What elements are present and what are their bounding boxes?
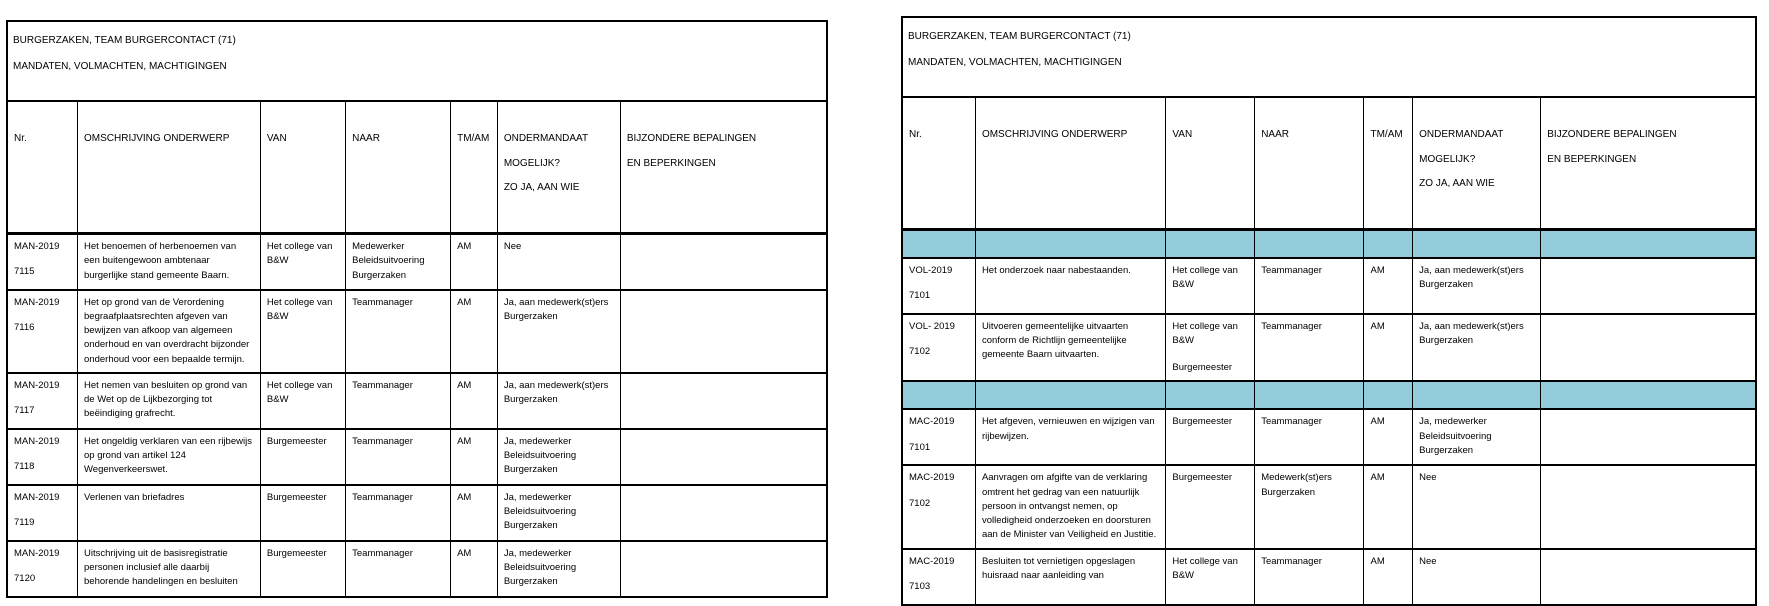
document-page-left (6, 20, 828, 598)
table-row (7, 373, 827, 429)
nr-code: MAC-2019 (909, 555, 955, 567)
table-row (7, 485, 827, 541)
omschrijving-cell: Het nemen van besluiten op grond van de Wet op de Lijkbezorging tot beëindiging grafrecht. (78, 373, 261, 429)
nr-code: MAN-2019 (14, 296, 60, 308)
tmam-cell: AM (1364, 314, 1413, 382)
table-subtitle: MANDATEN, VOLMACHTEN, MACHTIGINGEN (908, 57, 1122, 68)
col-header-bijzonder: BIJZONDERE BEPALINGEN EN BEPERKINGEN (620, 101, 827, 234)
highlight-row (902, 381, 1756, 409)
omschrijving-cell: Het op grond van de Verordening begraafplaatsrechten afgeven van bewijzen van afkoop van algemeen onderhoud en van overdracht bijzonder onderhoud voor een bepaalde termijn. (78, 290, 261, 373)
bijzonder-cell (1541, 549, 1756, 605)
nr-code: VOL- 2019 (909, 320, 955, 332)
omschrijving-cell: Besluiten tot vernietigen opgeslagen huisraad naar aanleiding van (975, 549, 1165, 605)
title-row (7, 21, 827, 101)
bijzonder-cell (1541, 314, 1756, 382)
naar-cell: Teammanager (1255, 258, 1364, 314)
nr-code: MAC-2019 (909, 416, 955, 428)
col-header-bijzonder: BIJZONDERE BEPALINGEN EN BEPERKINGEN (1541, 97, 1756, 230)
nr-number: 7102 (909, 345, 931, 357)
nr-number: 7103 (909, 580, 931, 592)
tmam-cell: AM (451, 234, 498, 290)
nr-cell (7, 373, 78, 429)
highlight-cell (1364, 381, 1413, 409)
table-row (902, 258, 1756, 314)
highlight-cell (1255, 230, 1364, 258)
col-header-tmam: TM/AM (1364, 97, 1413, 230)
van-paragraph: Burgemeester (266, 491, 327, 503)
col-header-van: VAN (1166, 97, 1255, 230)
nr-code: MAC-2019 (909, 472, 955, 484)
van-paragraph: Burgemeester (266, 435, 327, 447)
nr-cell (7, 290, 78, 373)
nr-number: 7119 (14, 517, 35, 528)
van-paragraph: Het college van B&W (266, 296, 333, 322)
nr-cell (7, 429, 78, 485)
table-subtitle: MANDATEN, VOLMACHTEN, MACHTIGINGEN (13, 61, 227, 72)
nr-cell (902, 549, 975, 605)
highlight-cell (975, 230, 1165, 258)
mandate-table (901, 16, 1757, 606)
highlight-cell (1364, 230, 1413, 258)
tmam-cell: AM (451, 429, 498, 485)
nr-number: 7101 (909, 441, 931, 453)
column-header-row (7, 101, 827, 234)
ondermandaat-cell: Nee (497, 234, 620, 290)
highlight-cell (1541, 381, 1756, 409)
ondermandaat-cell: Ja, aan medewerk(st)ers Burgerzaken (497, 290, 620, 373)
tmam-cell: AM (451, 290, 498, 373)
van-cell (260, 373, 345, 429)
nr-cell (902, 409, 975, 465)
nr-number: 7118 (14, 461, 35, 472)
table-title-block (7, 21, 827, 101)
table-row (7, 234, 827, 290)
van-paragraph: Het college van B&W (266, 241, 333, 267)
tmam-cell: AM (1364, 465, 1413, 548)
col-header-van: VAN (260, 101, 345, 234)
naar-cell: Teammanager (346, 485, 451, 541)
naar-cell: Teammanager (1255, 314, 1364, 382)
title-row (902, 17, 1756, 97)
naar-cell: Teammanager (346, 541, 451, 597)
highlight-cell (1255, 381, 1364, 409)
nr-cell (7, 541, 78, 597)
van-cell (260, 541, 345, 597)
nr-cell (902, 314, 975, 382)
ondermandaat-cell: Ja, medewerker Beleidsuitvoering Burgerzaken (1413, 409, 1541, 465)
bijzonder-cell (1541, 409, 1756, 465)
col-header-nr: Nr. (902, 97, 975, 230)
van-cell (260, 485, 345, 541)
van-cell (260, 429, 345, 485)
col-header-ondermandaat: ONDERMANDAAT MOGELIJK? ZO JA, AAN WIE (1413, 97, 1541, 230)
column-header-row (902, 97, 1756, 230)
bijzonder-cell (620, 485, 827, 541)
nr-code: MAN-2019 (14, 379, 60, 391)
ondermandaat-cell: Ja, aan medewerk(st)ers Burgerzaken (1413, 258, 1541, 314)
table-row (7, 541, 827, 597)
bijzonder-cell (1541, 465, 1756, 548)
van-paragraph: Burgemeester (1172, 362, 1233, 373)
mandate-table (6, 20, 828, 598)
col-header-omschrijving: OMSCHRIJVING ONDERWERP (975, 97, 1165, 230)
table-row (902, 314, 1756, 382)
nr-code: MAN-2019 (14, 435, 60, 447)
van-cell (1166, 409, 1255, 465)
highlight-cell (1166, 230, 1255, 258)
ondermandaat-cell: Nee (1413, 465, 1541, 548)
naar-cell: Teammanager (346, 429, 451, 485)
bijzonder-cell (620, 234, 827, 290)
van-cell (1166, 314, 1255, 382)
omschrijving-cell: Het ongeldig verklaren van een rijbewijs op grond van artikel 124 Wegenverkeerswet. (78, 429, 261, 485)
table-row (902, 465, 1756, 548)
naar-cell: Medewerk(st)ers Burgerzaken (1255, 465, 1364, 548)
omschrijving-cell: Uitvoeren gemeentelijke uitvaarten conform de Richtlijn gemeentelijke gemeente Baarn uitvaarten. (975, 314, 1165, 382)
highlight-row (902, 230, 1756, 258)
table-row (7, 429, 827, 485)
nr-cell (7, 234, 78, 290)
col-header-omschrijving: OMSCHRIJVING ONDERWERP (78, 101, 261, 234)
nr-cell (7, 485, 78, 541)
ondermandaat-cell: Ja, medewerker Beleidsuitvoering Burgerzaken (497, 541, 620, 597)
col-header-ondermandaat: ONDERMANDAAT MOGELIJK? ZO JA, AAN WIE (497, 101, 620, 234)
nr-number: 7117 (14, 405, 35, 416)
van-paragraph: Het college van B&W (266, 379, 333, 405)
bijzonder-cell (620, 290, 827, 373)
nr-number: 7102 (909, 497, 931, 509)
van-cell (1166, 258, 1255, 314)
tmam-cell: AM (1364, 258, 1413, 314)
van-paragraph: Het college van B&W (1172, 264, 1238, 290)
nr-number: 7101 (909, 289, 931, 301)
naar-cell: Medewerker Beleidsuitvoering Burgerzaken (346, 234, 451, 290)
col-header-naar: NAAR (1255, 97, 1364, 230)
highlight-cell (1413, 381, 1541, 409)
document-page-right (901, 16, 1757, 606)
col-header-tmam: TM/AM (451, 101, 498, 234)
naar-cell: Teammanager (346, 373, 451, 429)
nr-code: MAN-2019 (14, 491, 60, 503)
naar-cell: Teammanager (1255, 409, 1364, 465)
table-row (902, 549, 1756, 605)
naar-cell: Teammanager (1255, 549, 1364, 605)
nr-code: MAN-2019 (14, 547, 60, 559)
table-title: BURGERZAKEN, TEAM BURGERCONTACT (71) (13, 35, 236, 46)
highlight-cell (902, 230, 975, 258)
nr-code: VOL-2019 (909, 264, 953, 276)
highlight-cell (902, 381, 975, 409)
ondermandaat-cell: Ja, aan medewerk(st)ers Burgerzaken (1413, 314, 1541, 382)
van-cell (1166, 549, 1255, 605)
ondermandaat-cell: Ja, aan medewerk(st)ers Burgerzaken (497, 373, 620, 429)
van-paragraph: Burgemeester (1172, 472, 1233, 484)
ondermandaat-cell: Nee (1413, 549, 1541, 605)
bijzonder-cell (1541, 258, 1756, 314)
col-header-naar: NAAR (346, 101, 451, 234)
omschrijving-cell: Het onderzoek naar nabestaanden. (975, 258, 1165, 314)
omschrijving-cell: Het benoemen of herbenoemen van een buitengewoon ambtenaar burgerlijke stand gemeente Baarn. (78, 234, 261, 290)
ondermandaat-cell: Ja, medewerker Beleidsuitvoering Burgerzaken (497, 429, 620, 485)
ondermandaat-cell: Ja, medewerker Beleidsuitvoering Burgerzaken (497, 485, 620, 541)
van-cell (1166, 465, 1255, 548)
nr-number: 7115 (14, 266, 35, 278)
van-cell (260, 290, 345, 373)
nr-number: 7116 (14, 321, 35, 333)
naar-cell: Teammanager (346, 290, 451, 373)
table-title: BURGERZAKEN, TEAM BURGERCONTACT (71) (908, 31, 1131, 42)
tmam-cell: AM (451, 485, 498, 541)
nr-number: 7120 (14, 573, 36, 584)
table-row (902, 409, 1756, 465)
nr-code: MAN-2019 (14, 241, 60, 252)
omschrijving-cell: Uitschrijving uit de basisregistratie personen inclusief alle daarbij behorende handelingen en besluiten (78, 541, 261, 597)
nr-cell (902, 258, 975, 314)
bijzonder-cell (620, 541, 827, 597)
tmam-cell: AM (451, 373, 498, 429)
bijzonder-cell (620, 429, 827, 485)
highlight-cell (1166, 381, 1255, 409)
omschrijving-cell: Aanvragen om afgifte van de verklaring omtrent het gedrag van een natuurlijk persoon in ontvangst nemen, op volledigheid onderzoeken en doorsturen aan de Minister van Veiligheid en Justitie. (975, 465, 1165, 548)
van-paragraph: Het college van B&W (1172, 555, 1238, 581)
bijzonder-cell (620, 373, 827, 429)
omschrijving-cell: Verlenen van briefadres (78, 485, 261, 541)
highlight-cell (1541, 230, 1756, 258)
van-cell (260, 234, 345, 290)
van-paragraph: Burgemeester (1172, 416, 1233, 428)
van-paragraph: Het college van B&W (1172, 320, 1238, 346)
highlight-cell (1413, 230, 1541, 258)
tmam-cell: AM (451, 541, 498, 597)
tmam-cell: AM (1364, 549, 1413, 605)
van-paragraph: Burgemeester (266, 547, 327, 559)
table-row (7, 290, 827, 373)
col-header-nr: Nr. (7, 101, 78, 234)
tmam-cell: AM (1364, 409, 1413, 465)
nr-cell (902, 465, 975, 548)
highlight-cell (975, 381, 1165, 409)
omschrijving-cell: Het afgeven, vernieuwen en wijzigen van rijbewijzen. (975, 409, 1165, 465)
table-title-block (902, 17, 1756, 97)
